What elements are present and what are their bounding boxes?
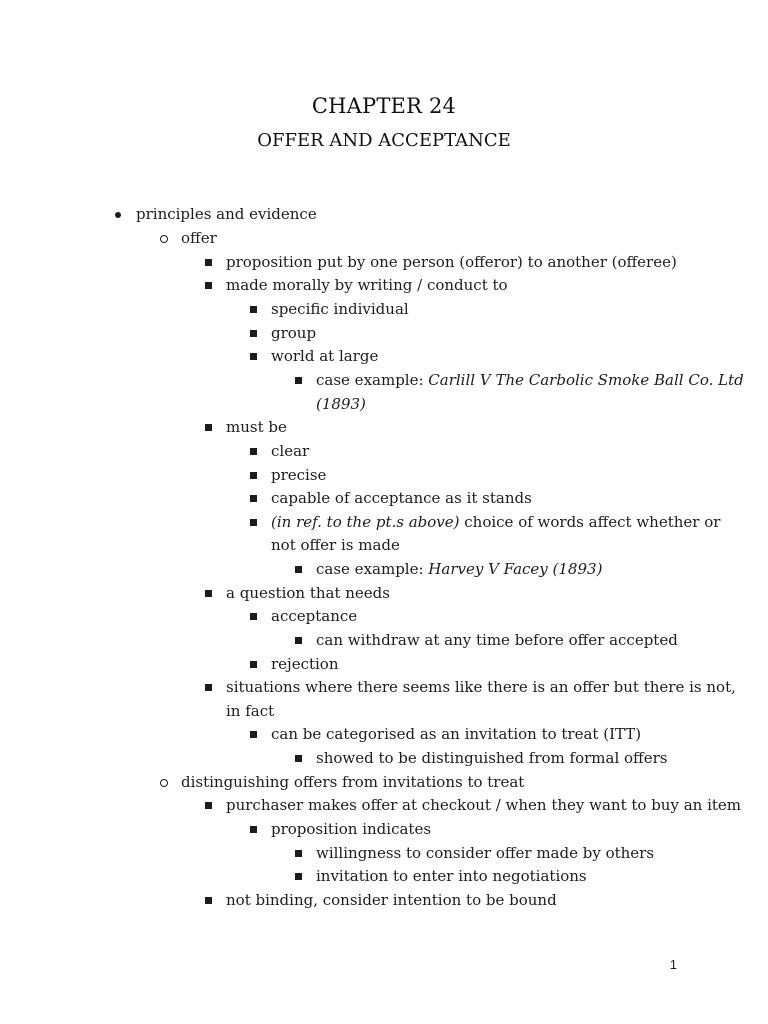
list-item: purchaser makes offer at checkout / when they want to buy an item xyxy=(226,794,741,818)
bullet-square-icon xyxy=(295,850,302,857)
bullet-square-icon xyxy=(250,826,257,833)
bullet-square-icon xyxy=(205,684,212,691)
list-item: capable of acceptance as it stands xyxy=(271,487,532,511)
list-item: willingness to consider offer made by others xyxy=(316,842,654,866)
bullet-square-icon xyxy=(205,259,212,266)
list-item: can withdraw at any time before offer accepted xyxy=(316,629,678,653)
list-item: precise xyxy=(271,464,326,488)
list-item: clear xyxy=(271,440,309,464)
list-item: case example: Carlill V The Carbolic Smoke Ball Co. Ltd xyxy=(316,369,744,393)
bullet-square-icon xyxy=(205,424,212,431)
case-citation: Harvey V Facey (1893) xyxy=(428,560,603,578)
bullet-square-icon xyxy=(205,282,212,289)
list-item: must be xyxy=(226,416,287,440)
page-number: 1 xyxy=(669,957,677,972)
list-item-continuation: not offer is made xyxy=(271,536,400,554)
bullet-square-icon xyxy=(205,802,212,809)
list-item: specific individual xyxy=(271,298,409,322)
list-item: situations where there seems like there is an offer but there is not, xyxy=(226,676,736,700)
bullet-square-icon xyxy=(250,330,257,337)
bullet-square-icon xyxy=(250,472,257,479)
bullet-circle-icon xyxy=(160,779,168,787)
list-item: invitation to enter into negotiations xyxy=(316,865,587,889)
list-item-continuation: in fact xyxy=(226,702,275,720)
bullet-square-icon xyxy=(250,731,257,738)
list-item: rejection xyxy=(271,653,339,677)
list-item: group xyxy=(271,322,316,346)
list-item: can be categorised as an invitation to treat (ITT) xyxy=(271,723,641,747)
bullet-square-icon xyxy=(250,353,257,360)
chapter-title: CHAPTER 24 xyxy=(311,94,457,118)
bullet-square-icon xyxy=(250,519,257,526)
reference-note: (in ref. to the pt.s above) xyxy=(271,513,460,531)
bullet-dot-icon xyxy=(115,212,121,218)
list-item: showed to be distinguished from formal offers xyxy=(316,747,667,771)
bullet-square-icon xyxy=(295,755,302,762)
list-item-continuation xyxy=(316,393,366,417)
bullet-square-icon xyxy=(250,495,257,502)
list-item: (in ref. to the pt.s above) choice of words affect whether or xyxy=(271,511,720,535)
bullet-circle-icon xyxy=(160,235,168,243)
bullet-square-icon xyxy=(205,897,212,904)
list-item: distinguishing offers from invitations to treat xyxy=(181,771,524,795)
bullet-square-icon xyxy=(250,306,257,313)
list-item: principles and evidence xyxy=(136,203,317,227)
list-item: proposition indicates xyxy=(271,818,431,842)
bullet-square-icon xyxy=(295,637,302,644)
list-item: made morally by writing / conduct to xyxy=(226,274,508,298)
bullet-square-icon xyxy=(250,613,257,620)
chapter-subtitle: OFFER AND ACCEPTANCE xyxy=(257,130,511,151)
bullet-square-icon xyxy=(250,661,257,668)
case-year: (1893) xyxy=(316,395,366,413)
list-item: proposition put by one person (offeror) to another (offeree) xyxy=(226,251,677,275)
list-item: a question that needs xyxy=(226,582,390,606)
bullet-square-icon xyxy=(295,873,302,880)
list-item: not binding, consider intention to be bound xyxy=(226,889,557,913)
bullet-square-icon xyxy=(295,566,302,573)
list-item: offer xyxy=(181,227,217,251)
bullet-square-icon xyxy=(250,448,257,455)
bullet-square-icon xyxy=(205,590,212,597)
list-item: case example: Harvey V Facey (1893) xyxy=(316,558,602,582)
case-citation: Carlill V The Carbolic Smoke Ball Co. Ltd xyxy=(428,371,744,389)
list-item: world at large xyxy=(271,345,378,369)
bullet-square-icon xyxy=(295,377,302,384)
list-item: acceptance xyxy=(271,605,357,629)
